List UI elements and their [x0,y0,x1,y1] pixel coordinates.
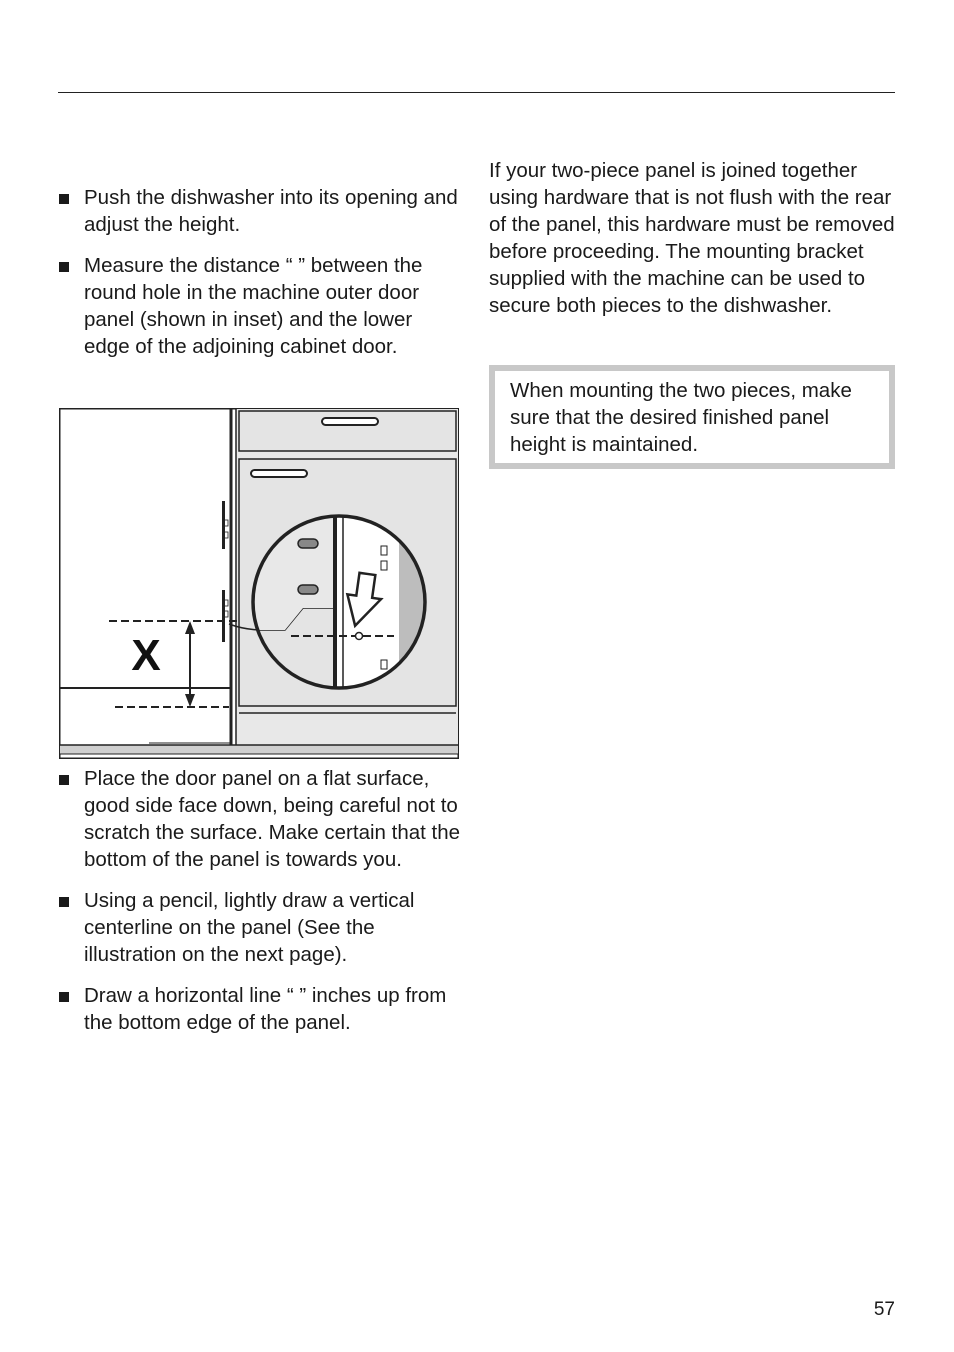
left-column-top [58,184,462,360]
bullet-square-icon [59,992,69,1002]
bullet-text: Draw a horizontal line “ ” inches up from the bottom edge of the panel. [84,984,447,1034]
bullet-draw-centerline [58,887,462,968]
header-rule [58,92,895,93]
bullet-push-dishwasher [58,184,462,238]
bullet-draw-horizontal-line [58,982,462,1036]
bullet-text: Push the dishwasher into its opening and adjust the height. [84,186,458,236]
bullet-place-door-panel [58,765,462,873]
bullet-text: Using a pencil, lightly draw a vertical centerline on the panel (See the illustration on the next page). [84,889,415,966]
two-piece-panel-paragraph: If your two-piece panel is joined together using hardware that is not flush with the rear of the panel, this hardware must be removed before proceeding. The mounting bracket supplied with the machine can be used to secure both pieces to the dishwasher. [489,159,895,317]
bullet-text: Place the door panel on a flat surface, good side face down, being careful not to scratch the surface. Make certain that the bottom of the panel is towards you. [84,767,461,871]
page-number: 57 [873,1299,895,1320]
note-text: When mounting the two pieces, make sure that the desired finished panel height is maintained. [510,379,852,456]
right-column [489,157,895,319]
bullet-text: Measure the distance “ ” between the round hole in the machine outer door panel (shown in inset) and the lower edge of the adjoining cabinet door. [84,254,423,358]
bullet-square-icon [59,897,69,907]
dimension-label-x: X [131,631,161,680]
bullet-square-icon [59,262,69,272]
bullet-square-icon [59,775,69,785]
bullet-square-icon [59,194,69,204]
bullet-measure-distance [58,252,462,360]
left-column-bottom [58,765,462,1036]
note-box [489,365,895,469]
installation-illustration [59,408,459,759]
